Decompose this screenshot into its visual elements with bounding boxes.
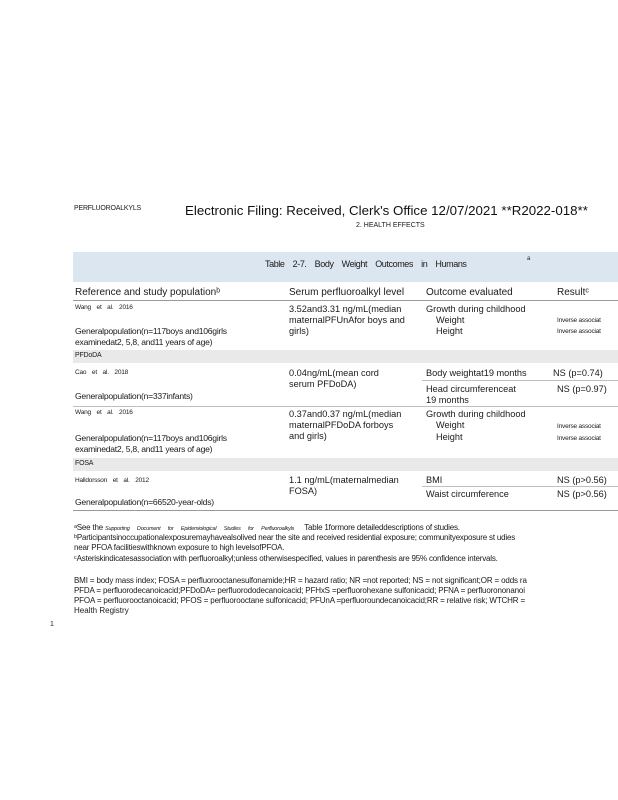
row-2-rule — [73, 406, 618, 407]
row-2-result-b: NS (p=0.97) — [557, 384, 607, 394]
section-label-fosa: FOSA — [75, 460, 94, 467]
header-rule — [73, 300, 618, 301]
row-1-population-line2: examinedat2, 5,8, and11 years of age) — [75, 337, 213, 347]
row-1-outcome-line2: Weight — [436, 315, 465, 325]
footnote-a-prefix: ᵃSee the — [74, 523, 103, 532]
footnote-a-suffix: Table 1formore detaileddescriptions of studies. — [304, 523, 460, 532]
table-caption: Table 2-7. Body Weight Outcomes in Humans — [265, 259, 467, 269]
footnote-a — [74, 523, 460, 532]
row-4-result-a: NS (p>0.56) — [557, 475, 607, 485]
footnote-a-document: Supporting Document for Epidemiological Studies for Perfluoroalkyls — [105, 526, 295, 532]
footnote-c: ᶜAsteriskindicatesassociation with perfluoroalkyl;unless otherwisespecified, values in parenthesis are 95% confidence intervals. — [74, 554, 498, 563]
section-row-pfdoda — [73, 350, 618, 363]
section-label-pfdoda: PFDoDA — [75, 352, 102, 359]
column-header-reference: Reference and study populationᵇ — [75, 287, 220, 298]
row-4-inner-rule — [422, 486, 618, 487]
abbreviations-line2: PFDA = perfluorodecanoicacid;PFDoDA= perfluorododecanoicacid; PFHxS =perfluorohexane sulfonicacid; PFNA = perfluorononanoi — [74, 586, 525, 595]
row-4-outcome-a: BMI — [426, 475, 443, 485]
row-3-population-line2: examinedat2, 5,8, and11 years of age) — [75, 444, 213, 454]
page-marker: 1 — [50, 621, 54, 628]
row-4-level-line2: FOSA) — [289, 486, 318, 496]
table-caption-note: a — [527, 256, 531, 262]
section-heading: 2. HEALTH EFFECTS — [356, 222, 425, 229]
row-3-population-line1: Generalpopulation(n=117boys and106girls — [75, 433, 227, 443]
column-header-outcome: Outcome evaluated — [426, 287, 513, 298]
row-1-reference: Wang et al. 2016 — [75, 304, 133, 311]
row-4-level-line1: 1.1 ng/mL(maternalmedian — [289, 475, 399, 485]
row-2-level-line1: 0.04ng/mL(mean cord — [289, 368, 379, 378]
row-1-population-line1: Generalpopulation(n=117boys and106girls — [75, 326, 227, 336]
column-header-result: Resultᶜ — [557, 287, 589, 298]
row-2-level-line2: serum PFDoDA) — [289, 379, 357, 389]
row-4-population: Generalpopulation(n=66520-year-olds) — [75, 497, 214, 507]
running-head: PERFLUOROALKYLS — [74, 205, 142, 212]
table-bottom-rule — [73, 510, 618, 511]
row-3-outcome-line3: Height — [436, 432, 463, 442]
row-3-result-line1: Inverse associat — [557, 423, 601, 430]
row-2-reference: Cao et al. 2018 — [75, 369, 129, 376]
row-1-level-line3: girls) — [289, 326, 309, 336]
row-3-reference: Wang et al. 2016 — [75, 409, 133, 416]
footnote-b-line2: near PFOA facilitieswithknown exposure to high levelsofPFOA. — [74, 543, 285, 552]
section-row-fosa — [73, 458, 618, 471]
row-2-population: Generalpopulation(n=337infants) — [75, 391, 193, 401]
row-4-result-b: NS (p>0.56) — [557, 489, 607, 499]
row-4-reference: Halldorsson et al. 2012 — [75, 477, 149, 484]
row-3-outcome-line2: Weight — [436, 420, 465, 430]
row-3-result-line2: Inverse associat — [557, 435, 601, 442]
row-2-outcome-a: Body weightat19 months — [426, 368, 527, 378]
row-2-inner-rule — [422, 380, 618, 381]
row-3-outcome-line1: Growth during childhood — [426, 409, 526, 419]
row-1-outcome-line1: Growth during childhood — [426, 304, 526, 314]
row-1-level-line2: maternalPFUnAfor boys and — [289, 315, 405, 325]
row-1-result-line2: Inverse associat — [557, 328, 601, 335]
row-1-outcome-line3: Height — [436, 326, 463, 336]
row-4-outcome-b: Waist circumference — [426, 489, 509, 499]
row-3-level-line1: 0.37and0.37 ng/mL(median — [289, 409, 402, 419]
row-3-level-line2: maternalPFDoDA forboys — [289, 420, 394, 430]
filing-stamp: Electronic Filing: Received, Clerk's Office 12/07/2021 **R2022-018** — [185, 203, 588, 218]
row-2-result-a: NS (p=0.74) — [553, 368, 603, 378]
column-header-serum-level: Serum perfluoroalkyl level — [289, 287, 405, 298]
abbreviations-line3: PFOA = perfluorooctanoicacid; PFOS = perfluorooctane sulfonicacid; PFUnA =perfluoroundecanoicacid;RR = relative risk; WTCHR = — [74, 596, 526, 605]
row-2-outcome-b-line1: Head circumferenceat — [426, 384, 516, 394]
row-1-level-line1: 3.52and3.31 ng/mL(median — [289, 304, 402, 314]
footnote-b-line1: ᵇParticipantsinoccupationalexposuremayhavealsolived near the site and received residential exposure; communityexposure st udies — [74, 533, 515, 542]
abbreviations-line4: Health Registry — [74, 606, 129, 615]
row-3-level-line3: and girls) — [289, 431, 327, 441]
abbreviations-line1: BMI = body mass index; FOSA = perfluorooctanesulfonamide;HR = hazard ratio; NR =not reported; NS = not significant;OR = odds ra — [74, 576, 527, 585]
row-2-outcome-b-line2: 19 months — [426, 395, 469, 405]
row-1-result-line1: Inverse associat — [557, 317, 601, 324]
